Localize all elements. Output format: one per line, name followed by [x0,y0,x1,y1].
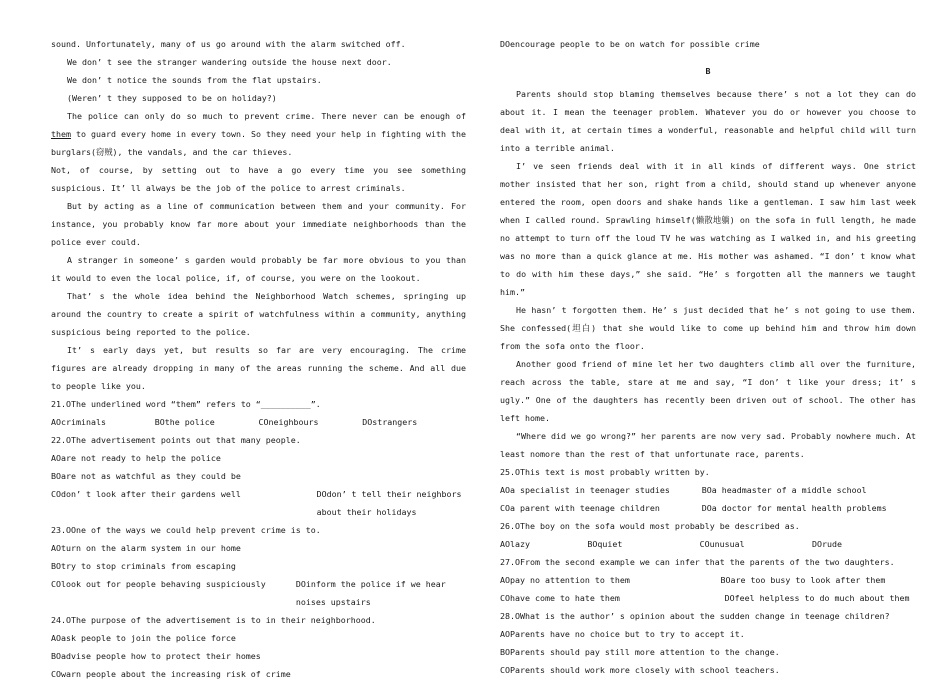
option-b: BOadvise people how to protect their homes [51,651,261,661]
left-column [51,35,466,683]
passage-a-paragraph: We don’ t see the stranger wandering outside the house next door. [67,57,392,67]
options-25 [500,481,916,517]
option-b: BOare not as watchful as they could be [51,471,241,481]
option-d: DOstrangers [362,417,418,427]
passage-a-paragraph: sound. Unfortunately, many of us go around with the alarm switched off. [51,39,406,49]
option-c: COwarn people about the increasing risk of crime [51,669,291,679]
passage-a-paragraph: A stranger in someone’ s garden would probably be far more obvious to you than it would to even the local police, if, of course, you were on the lookout. [51,255,466,283]
passage-b-paragraph: He hasn’ t forgotten them. He’ s just decided that he’ s not going to use them. She confessed(坦白) that she would like to come up behind him and throw him down from the sofa onto the floor. [500,305,916,351]
section-heading: B [705,66,711,76]
question-24: 24.OThe purpose of the advertisement is to in their neighborhood. [51,615,376,625]
option-a: AOa specialist in teenager studies [500,485,670,495]
option-a: AOcriminals [51,417,106,427]
option-b: BOParents should pay still more attention to the change. [500,647,780,657]
question-21: 21.OThe underlined word “them” refers to “__________”. [51,399,321,409]
option-b: BOquiet [587,539,623,549]
question-26: 26.OThe boy on the sofa would most probably be described as. [500,521,800,531]
question-27: 27.OFrom the second example we can infer that the parents of the two daughters. [500,557,895,567]
option-b: BOthe police [154,417,215,427]
option-d: DOfeel helpless to do much about them [724,593,910,603]
option-b: BOtry to stop criminals from escaping [51,561,236,571]
option-c: COunusual [699,539,745,549]
options-22 [51,449,466,485]
question-28: 28.OWhat is the author’ s opinion about the sudden change in teenage children? [500,611,890,621]
question-22: 22.OThe advertisement points out that many people. [51,435,301,445]
options-23-cd [51,575,466,611]
passage-a-paragraph: It’ s early days yet, but results so far are very encouraging. The crime figures are already dropping in many of the areas running the scheme. And all due to people like you. [51,345,466,391]
passage-b-paragraph: “Where did we go wrong?” her parents are now very sad. Probably nowhere much. At least nomore than the rest of that unfortunate race, parents. [500,431,916,459]
option-d: DOrude [811,539,842,549]
passage-b-paragraph: I’ ve seen friends deal with it in all kinds of different ways. One strict mother insisted that her son, right from a child, should stand up whenever anyone entered the room, open doors and shake hands like a gentleman. I saw him last week when I called round. Sprawling himself(懒散地躺) on the sofa in full length, he made no attempt to turn off the loud TV he was watching as I walked in, and his greeting was no more than a quick glance at me. His mother was ashamed. “I don’ t know what to do with him these days,” she said. “He’ s forgotten all the manners we taught him.” [500,161,916,297]
option-c: COneighbours [258,417,319,427]
options-26 [500,535,916,553]
passage-a-paragraph: (Weren’ t they supposed to be on holiday?) [67,93,277,103]
option-d: DOinform the police if we hear noises upstairs [295,579,446,607]
passage-a-paragraph: Not, of course, by setting out to have a go every time you see something suspicious. It’ ll always be the job of the police to arrest criminals. [51,165,466,193]
underlined-word: them [51,129,71,139]
option-c: COhave come to hate them [500,593,620,603]
option-a: AOask people to join the police force [51,633,236,643]
options-22-cd [51,485,466,521]
passage-a-paragraph: But by acting as a line of communication between them and your community. For instance, you probably know far more about your immediate neighborhoods than the police ever could. [51,201,466,247]
option-c: COlook out for people behaving suspiciously [51,579,266,589]
passage-a-paragraph: We don’ t notice the sounds from the flat upstairs. [67,75,322,85]
option-a: AOParents have no choice but to try to accept it. [500,629,745,639]
question-25: 25.OThis text is most probably written by. [500,467,710,477]
options-21 [51,413,466,431]
options-23 [51,539,466,575]
passage-b-paragraph: Parents should stop blaming themselves because there’ s not a lot they can do about it. I mean the teenager problem. Whatever you do or however you choose to deal with it, at certain times a wonderful, reasonable and helpful child will turn into a terrible animal. [500,89,916,153]
option-c: COa parent with teenage children [500,503,660,513]
option-d: DOdon’ t tell their neighbors about their holidays [316,489,462,517]
option-a: AOpay no attention to them [500,575,630,585]
option-a: AOare not ready to help the police [51,453,221,463]
option-c: COdon’ t look after their gardens well [51,489,241,499]
question-23: 23.OOne of the ways we could help prevent crime is to. [51,525,321,535]
text-segment: The police can only do so much to prevent crime. There never can be enough of [67,111,466,121]
option-d: DOa doctor for mental health problems [701,503,887,513]
option-b: BOa headmaster of a middle school [701,485,867,495]
option-d: DOencourage people to be on watch for possible crime [500,39,760,49]
option-b: BOare too busy to look after them [720,575,886,585]
passage-b-paragraph: Another good friend of mine let her two daughters climb all over the furniture, reach across the table, stare at me and say, “I don’ t like your dress; it’ s ugly.” One of the daughters has recently been driven out of school. The other has left home. [500,359,916,423]
passage-a-paragraph: That’ s the whole idea behind the Neighborhood Watch schemes, springing up around the country to create a spirit of watchfulness within a community, anything suspicious being reported to the police. [51,291,466,337]
passage-a-paragraph [51,107,466,161]
text-segment: to guard every home in every town. So they need your help in fighting with the burglars(窃贼), the vandals, and the car thieves. [51,129,466,157]
option-a: AOturn on the alarm system in our home [51,543,241,553]
option-c: COParents should work more closely with school teachers. [500,665,780,675]
options-27 [500,571,916,607]
option-a: AOlazy [500,539,530,549]
right-column [500,35,916,679]
